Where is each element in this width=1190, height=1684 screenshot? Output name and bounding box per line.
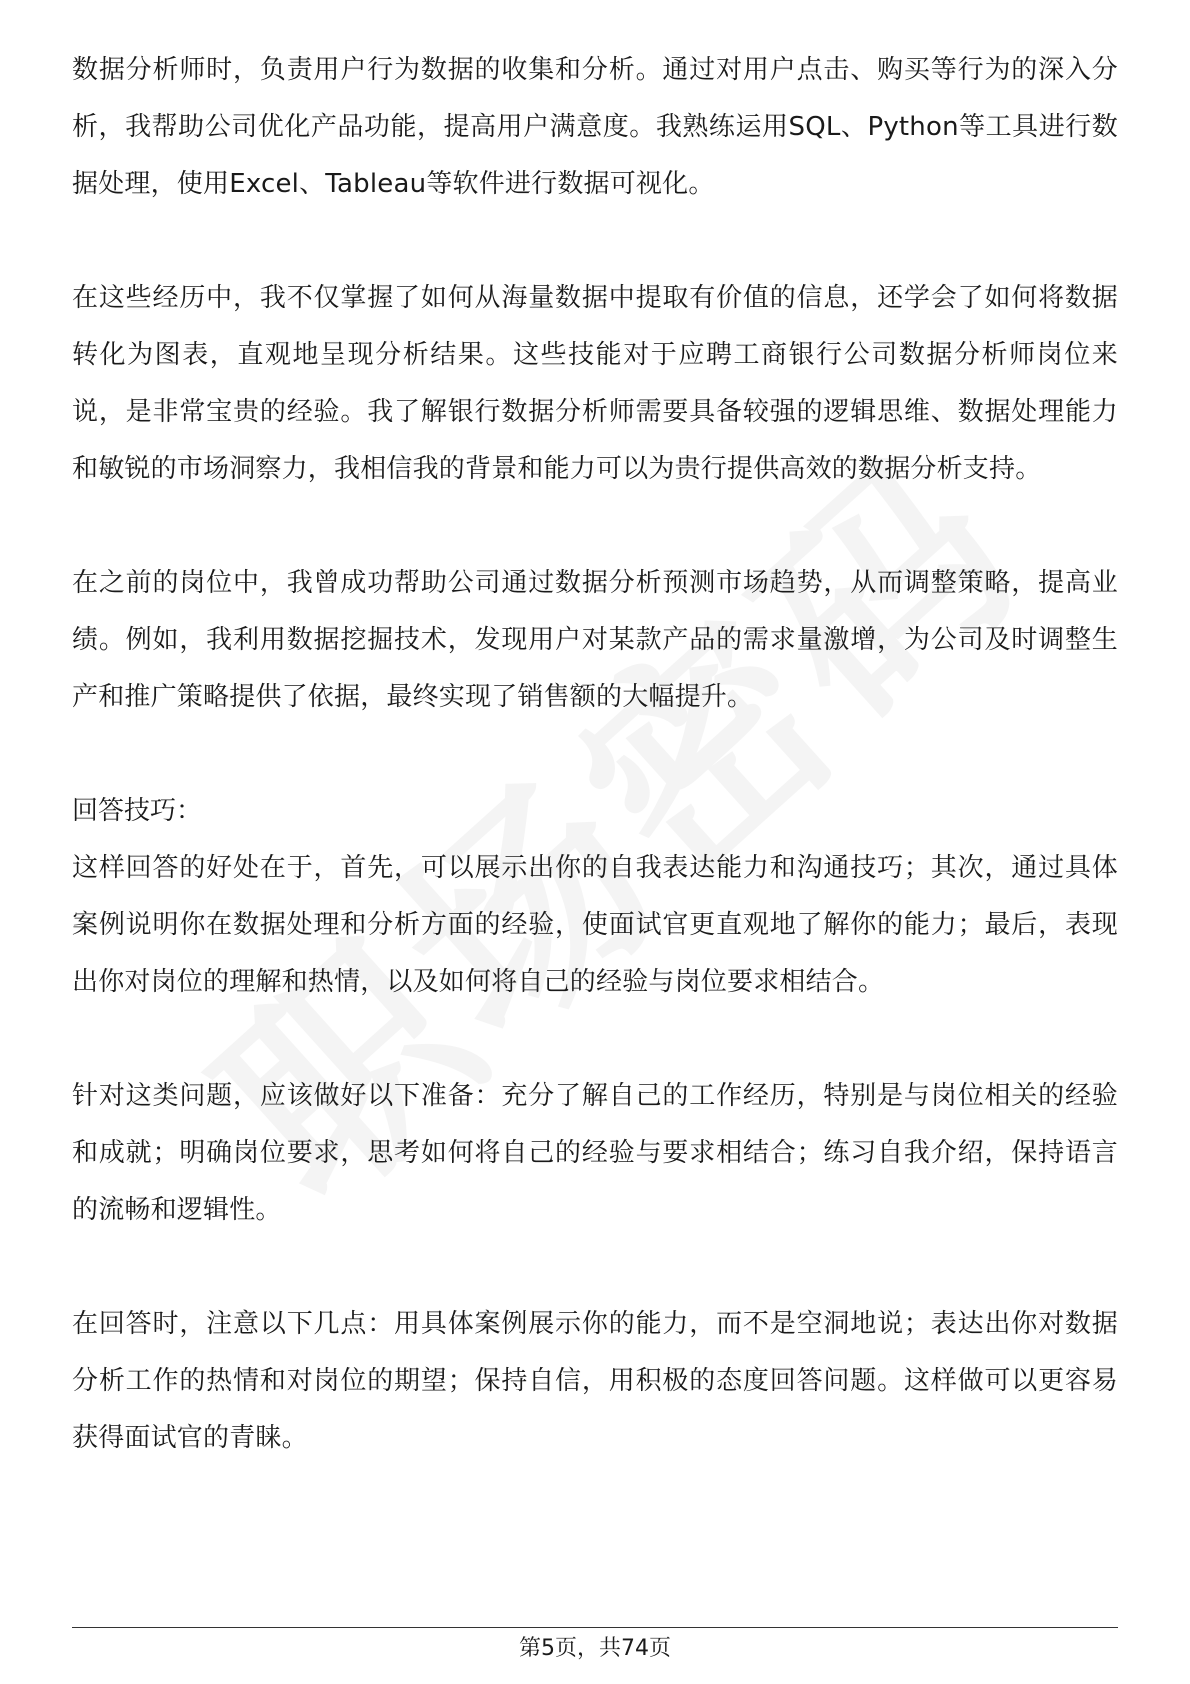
paragraph-achievement: 在之前的岗位中，我曾成功帮助公司通过数据分析预测市场趋势，从而调整策略，提高业绩。例如，我利用数据挖掘技术，发现用户对某款产品的需求量激增，为公司及时调整生产和推广策略提供了依据，最终实现了销售额的大幅提升。	[72, 568, 1118, 712]
paragraph-tips-preparation: 针对这类问题，应该做好以下准备：充分了解自己的工作经历，特别是与岗位相关的经验和成就；明确岗位要求，思考如何将自己的经验与要求相结合；练习自我介绍，保持语言的流畅和逻辑性。	[72, 1081, 1118, 1225]
page-content	[72, 42, 1118, 1467]
paragraph-tips-benefits: 这样回答的好处在于，首先，可以展示出你的自我表达能力和沟通技巧；其次，通过具体案例说明你在数据处理和分析方面的经验，使面试官更直观地了解你的能力；最后，表现出你对岗位的理解和热情，以及如何将自己的经验与岗位要求相结合。	[72, 853, 1118, 997]
paragraph-tips-notes: 在回答时，注意以下几点：用具体案例展示你的能力，而不是空洞地说；表达出你对数据分析工作的热情和对岗位的期望；保持自信，用积极的态度回答问题。这样做可以更容易获得面试官的青睐。	[72, 1309, 1118, 1453]
tips-heading: 回答技巧：	[72, 796, 203, 826]
page-number: 第5页，共74页	[519, 1636, 671, 1661]
paragraph-skills: 在这些经历中，我不仅掌握了如何从海量数据中提取有价值的信息，还学会了如何将数据转化为图表，直观地呈现分析结果。这些技能对于应聘工商银行公司数据分析师岗位来说，是非常宝贵的经验。我了解银行数据分析师需要具备较强的逻辑思维、数据处理能力和敏锐的市场洞察力，我相信我的背景和能力可以为贵行提供高效的数据分析支持。	[72, 283, 1118, 484]
paragraph-work-experience: 数据分析师时，负责用户行为数据的收集和分析。通过对用户点击、购买等行为的深入分析，我帮助公司优化产品功能，提高用户满意度。我熟练运用SQL、Python等工具进行数据处理，使用Excel、Tableau等软件进行数据可视化。	[72, 55, 1118, 199]
footer-divider	[72, 1627, 1118, 1628]
